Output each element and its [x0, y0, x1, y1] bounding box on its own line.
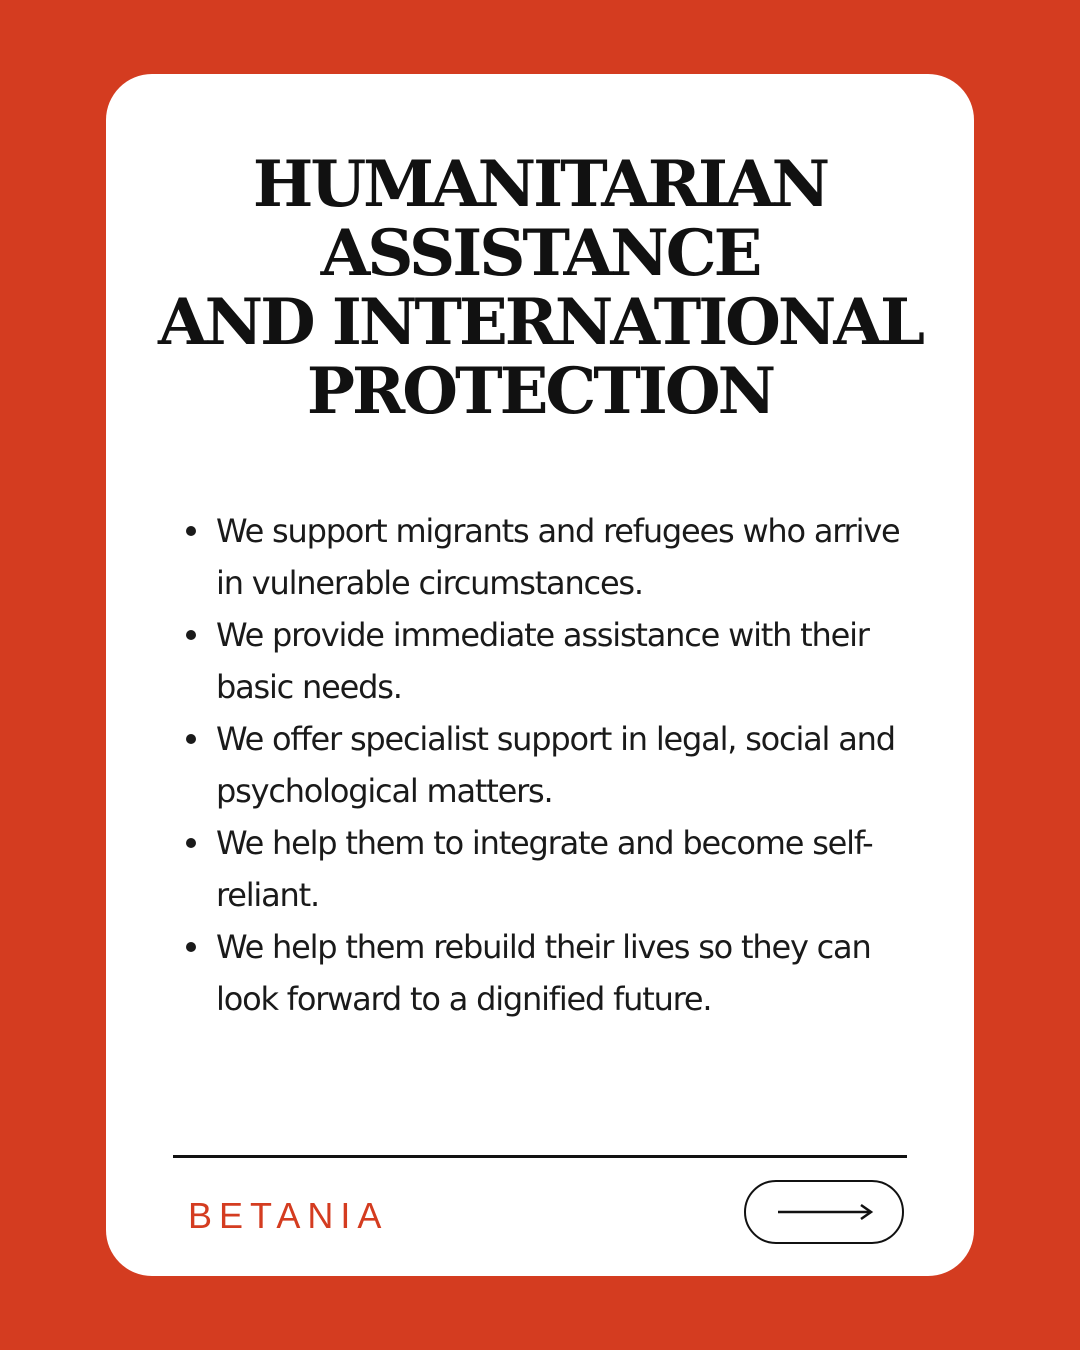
title-line: PROTECTION: [306, 354, 774, 429]
list-item: We provide immediate assistance with their basic needs.: [216, 609, 916, 713]
arrow-right-icon: [776, 1202, 876, 1222]
list-item: We support migrants and refugees who arrive in vulnerable circumstances.: [216, 505, 916, 609]
betania-logo: BETANIA: [188, 1195, 389, 1236]
title-line: HUMANITARIAN: [252, 147, 828, 222]
title-line: AND INTERNATIONAL: [157, 285, 923, 360]
footer-divider: [173, 1155, 907, 1158]
page-title: [0, 147, 1080, 429]
next-button[interactable]: [744, 1180, 904, 1244]
list-item: We help them to integrate and become self-reliant.: [216, 817, 916, 921]
bullet-list: [216, 505, 916, 1025]
title-line: ASSISTANCE: [320, 216, 760, 291]
list-item: We offer specialist support in legal, social and psychological matters.: [216, 713, 916, 817]
list-item: We help them rebuild their lives so they can look forward to a dignified future.: [216, 921, 916, 1025]
